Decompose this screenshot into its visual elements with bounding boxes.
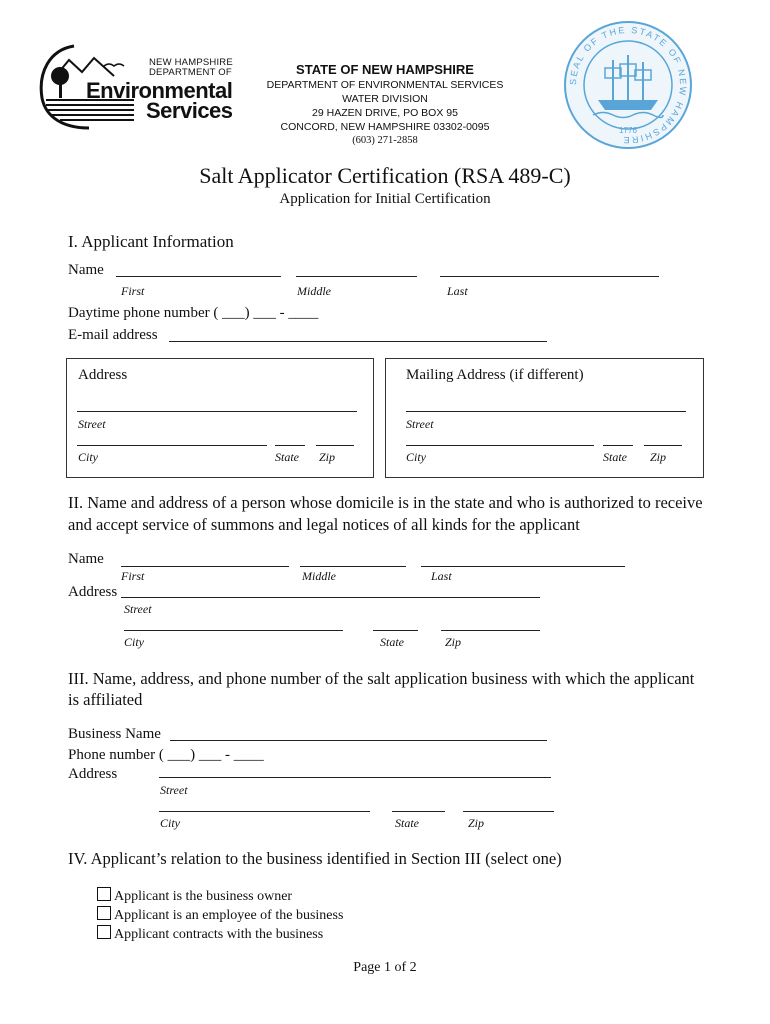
state-name: STATE OF NEW HAMPSHIRE xyxy=(296,62,474,77)
mailing-zip-input[interactable] xyxy=(644,445,682,446)
option-employee[interactable] xyxy=(97,906,343,925)
agent-middle-name-input[interactable] xyxy=(300,566,406,567)
mailing-street-caption: Street xyxy=(406,417,434,431)
city-input[interactable] xyxy=(77,445,267,446)
mailing-zip-caption: Zip xyxy=(650,450,667,464)
last-caption: Last xyxy=(447,284,468,298)
first-caption: First xyxy=(121,284,145,298)
state-caption: State xyxy=(275,450,299,464)
logo-line4: Services xyxy=(146,98,233,123)
agent-last-caption: Last xyxy=(431,569,452,583)
street-input[interactable] xyxy=(77,411,357,412)
mailing-address-box xyxy=(385,358,704,478)
zip-caption: Zip xyxy=(319,450,336,464)
agent-zip-input[interactable] xyxy=(441,630,540,631)
city-caption: City xyxy=(78,450,98,464)
business-zip-input[interactable] xyxy=(463,811,554,812)
street-caption: Street xyxy=(78,417,106,431)
phone-field[interactable]: Daytime phone number ( ___) ___ - ____ xyxy=(68,305,319,321)
logo-line1: NEW HAMPSHIRE xyxy=(149,57,233,68)
address-label: Address xyxy=(78,367,128,383)
agent-state-input[interactable] xyxy=(373,630,418,631)
email-input[interactable] xyxy=(169,341,547,342)
checkbox-contractor[interactable] xyxy=(97,925,111,939)
option-contractor[interactable] xyxy=(97,925,343,944)
zip-input[interactable] xyxy=(316,445,354,446)
mailing-city-input[interactable] xyxy=(406,445,594,446)
section1-heading: I. Applicant Information xyxy=(68,232,234,251)
business-city-caption: City xyxy=(160,816,180,830)
middle-caption: Middle xyxy=(297,284,331,298)
option-owner[interactable] xyxy=(97,887,343,906)
agent-address-label: Address xyxy=(68,584,118,600)
agent-first-caption: First xyxy=(121,569,145,583)
section2-heading: II. Name and address of a person whose domicile is in the state and who is authorized to receive and accept service of summons and legal notices of all kinds for the applicant xyxy=(68,493,703,534)
business-name-input[interactable] xyxy=(170,740,547,741)
agent-first-name-input[interactable] xyxy=(121,566,289,567)
section4-heading: IV. Applicant’s relation to the business identified in Section III (select one) xyxy=(68,849,562,868)
middle-name-input[interactable] xyxy=(296,276,417,277)
state-input[interactable] xyxy=(275,445,305,446)
business-street-caption: Street xyxy=(160,783,188,797)
des-logo xyxy=(34,38,234,130)
checkbox-owner[interactable] xyxy=(97,887,111,901)
agent-zip-caption: Zip xyxy=(445,635,462,649)
section3-heading: III. Name, address, and phone number of the salt application business with which the applicant is affiliated xyxy=(68,669,695,709)
mailing-address-label: Mailing Address (if different) xyxy=(406,367,584,383)
mailing-street-input[interactable] xyxy=(406,411,686,412)
agent-street-input[interactable] xyxy=(121,597,540,598)
checkbox-employee[interactable] xyxy=(97,906,111,920)
option-contractor-label: Applicant contracts with the business xyxy=(114,927,324,942)
option-owner-label: Applicant is the business owner xyxy=(114,889,293,904)
form-title: Salt Applicator Certification (RSA 489-C) xyxy=(199,163,571,188)
seal-ring-text: SEAL OF THE STATE OF NEW HAMPSHIRE xyxy=(567,24,689,146)
phone-number: (603) 271-2858 xyxy=(352,135,418,146)
mailing-state-input[interactable] xyxy=(603,445,633,446)
logo-line3: Environmental xyxy=(86,78,233,103)
business-address-label: Address xyxy=(68,766,118,782)
business-name-label: Business Name xyxy=(68,726,161,742)
agent-state-caption: State xyxy=(380,635,404,649)
agent-name-label: Name xyxy=(68,551,104,567)
agent-last-name-input[interactable] xyxy=(421,566,625,567)
business-phone-field[interactable]: Phone number ( ___) ___ - ____ xyxy=(68,747,264,763)
mailing-city-caption: City xyxy=(406,450,426,464)
first-name-input[interactable] xyxy=(116,276,281,277)
page-number: Page 1 of 2 xyxy=(353,960,417,975)
name-label: Name xyxy=(68,262,104,278)
city-address: CONCORD, NEW HAMPSHIRE 03302-0095 xyxy=(280,121,490,133)
state-seal xyxy=(563,20,693,150)
dept-name: DEPARTMENT OF ENVIRONMENTAL SERVICES xyxy=(266,79,504,91)
email-label: E-mail address xyxy=(68,327,158,343)
business-state-input[interactable] xyxy=(392,811,445,812)
agent-city-input[interactable] xyxy=(124,630,343,631)
street-address: 29 HAZEN DRIVE, PO BOX 95 xyxy=(312,107,458,119)
last-name-input[interactable] xyxy=(440,276,659,277)
business-city-input[interactable] xyxy=(159,811,370,812)
business-street-input[interactable] xyxy=(159,777,551,778)
option-employee-label: Applicant is an employee of the business xyxy=(114,908,344,923)
mailing-state-caption: State xyxy=(603,450,627,464)
agent-street-caption: Street xyxy=(124,602,152,616)
logo-line2: DEPARTMENT OF xyxy=(149,67,232,78)
relation-options xyxy=(97,887,343,944)
division-name: WATER DIVISION xyxy=(342,93,428,105)
business-state-caption: State xyxy=(395,816,419,830)
form-subtitle: Application for Initial Certification xyxy=(279,191,491,207)
agency-header xyxy=(255,62,515,148)
seal-year: 1776 xyxy=(619,126,637,135)
agent-middle-caption: Middle xyxy=(302,569,336,583)
address-box xyxy=(66,358,374,478)
business-zip-caption: Zip xyxy=(468,816,485,830)
agent-city-caption: City xyxy=(124,635,144,649)
seal-icon xyxy=(563,20,693,150)
